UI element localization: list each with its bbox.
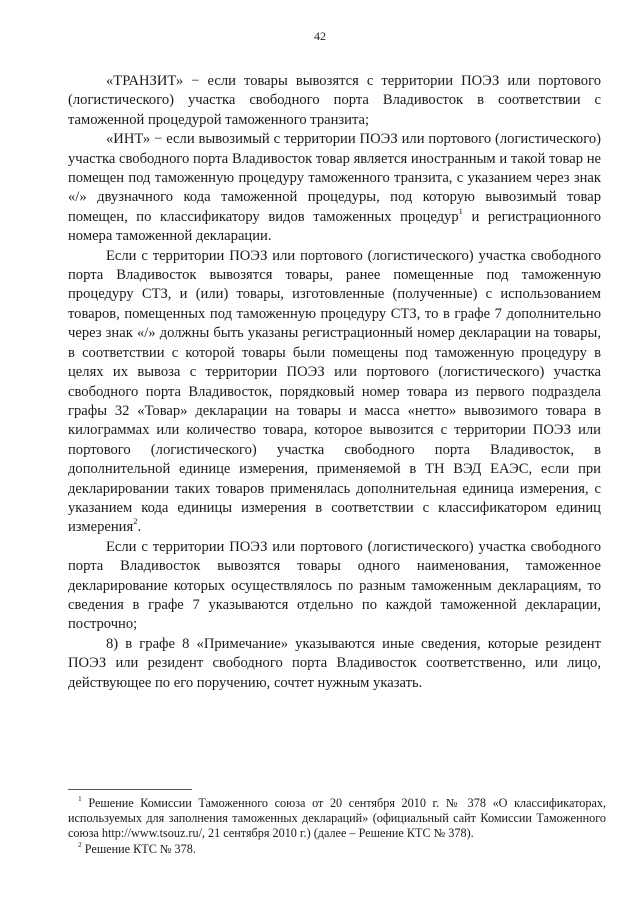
footnote-1 (68, 793, 606, 842)
paragraph-sts (68, 247, 601, 538)
footnote-separator (68, 789, 192, 790)
paragraph-int-text: «ИНТ» − если вывозимый с территории ПОЭЗ или портового (логистического) участка свободного порта Владивосток товар является иностранным и такой товар не помещен под таможенную процедуру таможенного транзита, с указанием через знак «/» двузначного кода таможенной процедуры, под которую вывозимый товар помещен, по классификатору видов таможенных процедур (68, 131, 601, 225)
paragraph-same-name-goods: Если с территории ПОЭЗ или портового (логистического) участка свободного порта Владивосток вывозятся товары одного наименования, таможенное декларирование которых осуществлялось по разным таможенным декларациям, то сведения в графе 7 указываются отдельно по каждой таможенной декларации, построчно; (68, 538, 601, 633)
footnote-mark-2: 2 (78, 839, 82, 849)
footnote-mark-1: 1 (78, 793, 82, 803)
document-body (68, 72, 601, 693)
paragraph-item-8: 8) в графе 8 «Примечание» указываются иные сведения, которые резидент ПОЭЗ или резидент свободного порта Владивосток соответственно, или лицо, действующее по его поручению, сочтет нужным указать. (68, 635, 601, 691)
footnote-ref-1: 1 (458, 205, 463, 216)
paragraph-tranzit: «ТРАНЗИТ» − если товары вывозятся с территории ПОЭЗ или портового (логистического) участка свободного порта Владивосток в соответствии с таможенной процедурой таможенного транзита; (68, 73, 601, 128)
paragraph-int (68, 130, 601, 246)
page-number: 42 (314, 29, 326, 43)
footnote-ref-2: 2 (133, 516, 138, 527)
footnotes (68, 789, 606, 857)
footnote-2-text: Решение КТС № 378. (81, 841, 196, 856)
paragraph-sts-text: Если с территории ПОЭЗ или портового (логистического) участка свободного порта Владивосток вывозятся товары, ранее помещенные под таможенную процедуру СТЗ, и (или) товары, изготовленные (полученные) с использованием товаров, помещенных под таможенную процедуру СТЗ, то в графе 7 дополнительно через знак «/» должны быть указаны регистрационный номер декларации на товары, в соответствии с которой товары были помещены под таможенную процедуру в целях их вывоза с территории ПОЭЗ или портового (логистического) участка свободного порта Владивосток, порядковый номер товара из первого подраздела графы 32 «Товар» декларации на товары и масса «нетто» вывозимого товара в килограммах или количество товара, которое вывозится с территории ПОЭЗ или портового (логистического) участка свободного порта Владивосток, в дополнительной единице измерения, применяемой в ТН ВЭД ЕАЭС, если при декларировании таких товаров применялась дополнительная единица измерения, с указанием кода единицы измерения в соответствии с классификатором единиц измерения (68, 247, 601, 536)
paragraph-int-text-end: и регистрационного номера таможенной декларации. (68, 208, 601, 245)
paragraph-sts-text-end: . (137, 519, 142, 536)
footnote-2 (68, 839, 606, 857)
footnote-1-text: Решение Комиссии Таможенного союза от 20 сентября 2010 г. № 378 «О классификаторах, используемых для заполнения таможенных деклараций» (официальный сайт Комиссии Таможенного союза http://www.tsouz.ru/, 21 сентября 2010 г.) (далее – Решение КТС № 378). (68, 796, 606, 841)
